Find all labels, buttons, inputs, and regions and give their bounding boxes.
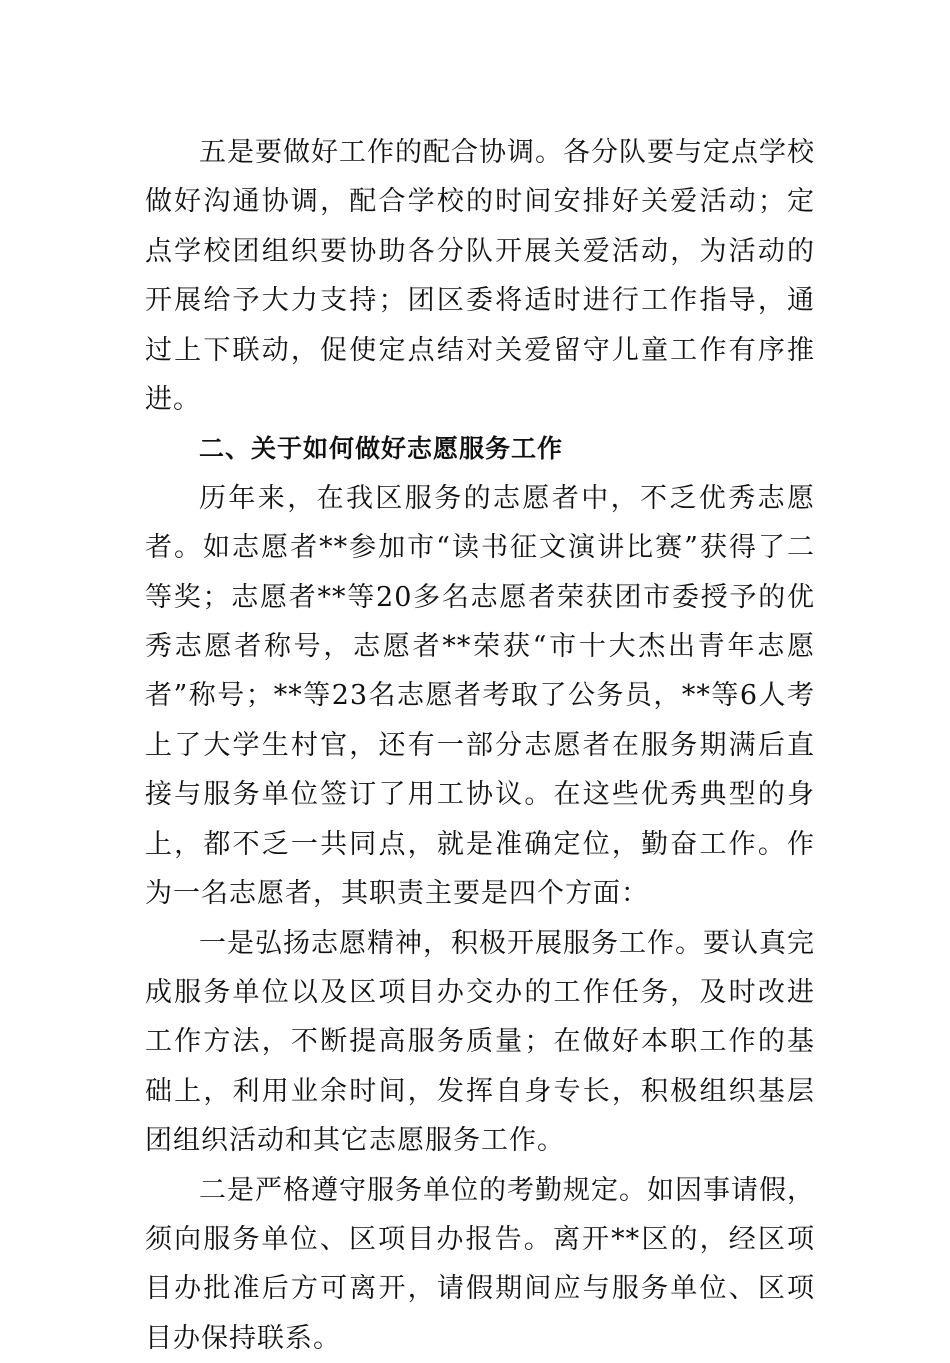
paragraph-coordination: 五是要做好工作的配合协调。各分队要与定点学校做好沟通协调，配合学校的时间安排好关爱活动；定点学校团组织要协助各分队开展关爱活动，为活动的开展给予大力支持；团区委将适时进行工作指导，通过上下联动，促使定点结对关爱留守儿童工作有序推进。 bbox=[145, 137, 815, 416]
paragraph-duty-two: 二是严格遵守服务单位的考勤规定。如因事请假，须向服务单位、区项目办报告。离开**区的，经区项目办批准后方可离开，请假期间应与服务单位、区项目办保持联系。 bbox=[145, 1174, 815, 1354]
document-body bbox=[145, 128, 815, 1363]
paragraph-duty-one: 一是弘扬志愿精神，积极开展服务工作。要认真完成服务单位以及区项目办交办的工作任务，及时改进工作方法，不断提高服务质量；在做好本职工作的基础上，利用业余时间，发挥自身专长，积极组织基层团组织活动和其它志愿服务工作。 bbox=[145, 927, 815, 1157]
paragraph-outstanding-volunteers: 历年来，在我区服务的志愿者中，不乏优秀志愿者。如志愿者**参加市“读书征文演讲比赛”获得了二等奖；志愿者**等20多名志愿者荣获团市委授予的优秀志愿者称号，志愿者**荣获“市十大杰出青年志愿者”称号；**等23名志愿者考取了公务员，**等6人考上了大学生村官，还有一部分志愿者在服务期满后直接与服务单位签订了用工协议。在这些优秀典型的身上，都不乏一共同点，就是准确定位，勤奋工作。作为一名志愿者，其职责主要是四个方面： bbox=[145, 482, 815, 910]
section-heading-volunteer-service: 二、关于如何做好志愿服务工作 bbox=[199, 434, 564, 464]
